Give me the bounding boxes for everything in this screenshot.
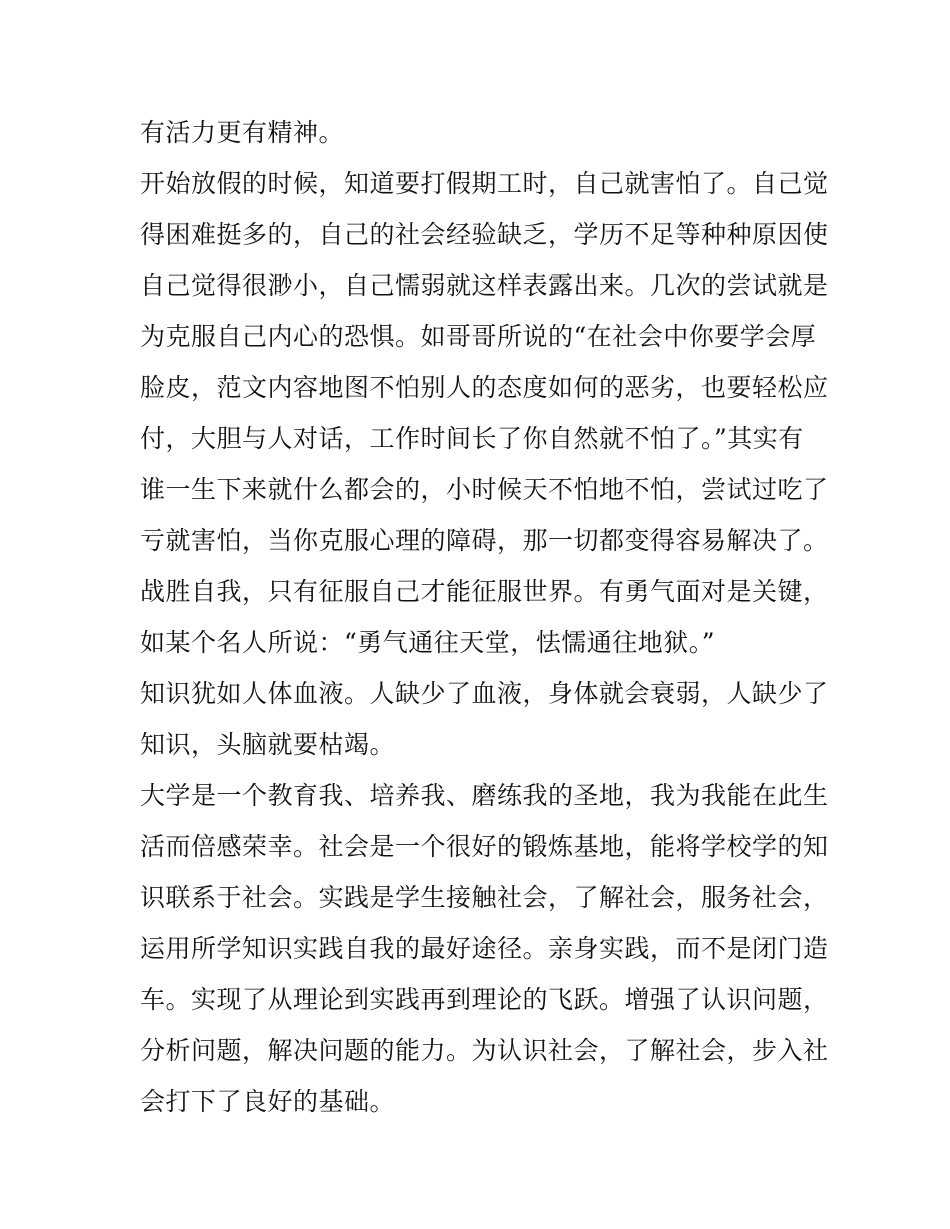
text-line: 识联系于社会。实践是学生接触社会，了解社会，服务社会， bbox=[140, 883, 829, 912]
text-line: 知识，头脑就要枯竭。 bbox=[140, 730, 396, 759]
text-line: 自己觉得很渺小，自己懦弱就这样表露出来。几次的尝试就是 bbox=[140, 271, 829, 300]
text-line: 谁一生下来就什么都会的，小时候天不怕地不怕，尝试过吃了 bbox=[140, 475, 829, 504]
text-line: 知识犹如人体血液。人缺少了血液，身体就会衰弱，人缺少了 bbox=[140, 679, 829, 708]
text-line: 车。实现了从理论到实践再到理论的飞跃。增强了认识问题， bbox=[140, 985, 829, 1014]
text-line: 有活力更有精神。 bbox=[140, 118, 345, 147]
text-line: 如某个名人所说：“勇气通往天堂，怯懦通往地狱。” bbox=[140, 628, 716, 657]
text-line: 会打下了良好的基础。 bbox=[140, 1087, 396, 1116]
text-line: 为克服自己内心的恐惧。如哥哥所说的“在社会中你要学会厚 bbox=[140, 322, 817, 351]
text-line: 脸皮，范文内容地图不怕别人的态度如何的恶劣，也要轻松应 bbox=[140, 373, 829, 402]
text-line: 得困难挺多的，自己的社会经验缺乏，学历不足等种种原因使 bbox=[140, 220, 829, 249]
text-line: 大学是一个教育我、培养我、磨练我的圣地，我为我能在此生 bbox=[140, 781, 829, 810]
body-text bbox=[140, 107, 829, 1127]
text-line: 付，大胆与人对话，工作时间长了你自然就不怕了。”其实有 bbox=[140, 424, 804, 453]
text-line: 运用所学知识实践自我的最好途径。亲身实践，而不是闭门造 bbox=[140, 934, 829, 963]
text-line: 开始放假的时候，知道要打假期工时，自己就害怕了。自己觉 bbox=[140, 169, 829, 198]
text-line: 战胜自我，只有征服自己才能征服世界。有勇气面对是关键， bbox=[140, 577, 829, 606]
text-line: 分析问题，解决问题的能力。为认识社会，了解社会，步入社 bbox=[140, 1036, 829, 1065]
text-line: 亏就害怕，当你克服心理的障碍，那一切都变得容易解决了。 bbox=[140, 526, 829, 555]
text-line: 活而倍感荣幸。社会是一个很好的锻炼基地，能将学校学的知 bbox=[140, 832, 829, 861]
